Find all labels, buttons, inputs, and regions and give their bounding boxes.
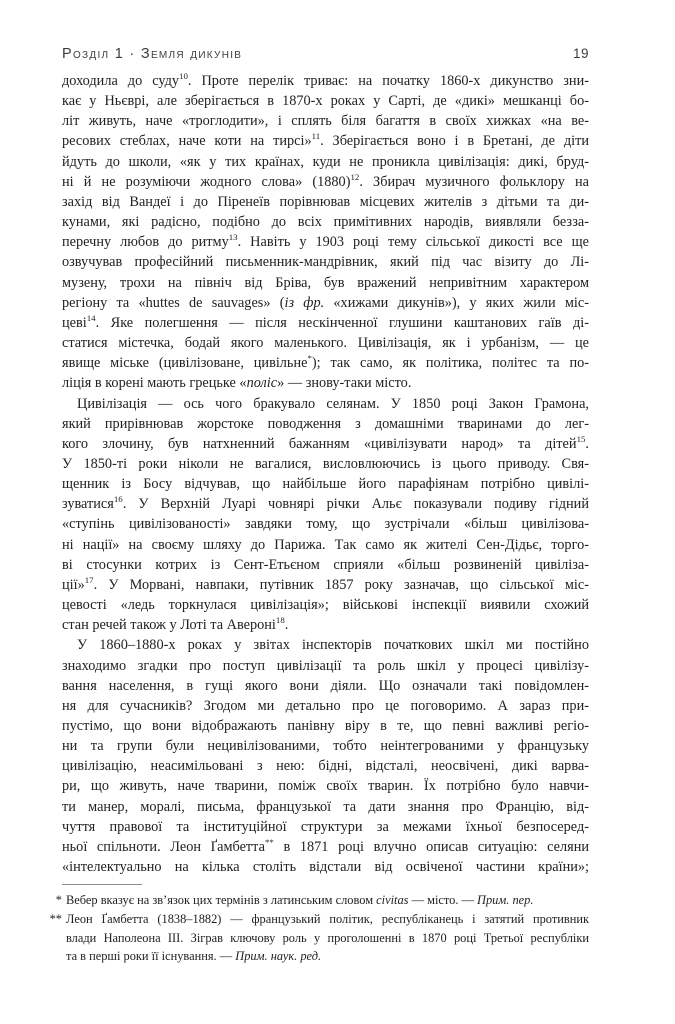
text-line: статися містечка, бодай якого маленького. Цивілізація, як і урбанізм, — це xyxy=(62,335,589,352)
body-text xyxy=(62,71,589,877)
text-line: ри, що живуть, наче тварини, поміж своїх тварин. Їх потрібно було навчи- xyxy=(62,778,589,795)
text-line: ня для сучасників? Згодом ми детально про це поговоримо. А зараз при- xyxy=(62,697,589,714)
footnote-line: Леон Ґамбетта (1838–1882) — французький політик, республіканець і затятий противник xyxy=(66,911,589,926)
text-line: Цивілізація — ось чого бракувало селянам. У 1850 році Закон Грамона, xyxy=(77,395,589,412)
text-line: регіону та «huttes de sauvages» (із фр. «хижами дикунів»), у яких жили міс- xyxy=(62,294,590,311)
paragraph xyxy=(62,394,589,636)
footnote-separator xyxy=(62,884,142,885)
text-line: ві стосунки котрих із Сент-Етьєном сприяли «більш розвиненій цивіліза- xyxy=(62,556,589,573)
text-line: ресових стеблах, наче коти на тирсі»$^{11}$. Зберігається воно і в Бретані, де діти xyxy=(62,131,589,150)
text-line: ньої спільноти. Леон Ґамбетта** в 1871 році влучно описав ситуацію: селяни xyxy=(62,837,589,855)
text-line: музену, трохи на північ від Бріва, був вражений непривітним характером xyxy=(62,274,589,291)
text-line: який прирівнював жорстоке поводження з домашніми тваринами до лег- xyxy=(62,415,589,432)
text-line: зуватися$^{16}$. У Верхній Луарі човнярі річки Альє показували подиву гідний xyxy=(62,494,589,513)
footnote-marker: * xyxy=(55,893,62,907)
text-line: доходила до суду$^{10}$. Проте перелік триває: на початку 1860-х дикунство зни- xyxy=(62,71,589,89)
footnote-line: влади Наполеона III. Зіграв ключову роль у проголошенні в 1870 році Третьої республіки xyxy=(66,930,589,945)
text-line: У 1860–1880-х роках у звітах інспекторів початкових шкіл ми постійно xyxy=(77,637,589,654)
text-line: «ступінь цивілізованості» завдяки тому, що зустрічали «більш цивілізова- xyxy=(62,516,589,533)
text-line: цивілізацію, неасимільовані з нею: бідні, відсталі, неосвічені, дикі варва- xyxy=(62,758,589,775)
text-line: ції»$^{17}$. У Морвані, навпаки, путівник 1857 року зазначав, що сільської міс- xyxy=(62,575,589,593)
text-line: йдуть до школи, «як у тих країнах, куди не проникла цивілізація: дикі, бруд- xyxy=(62,153,589,170)
text-line: ти манер, моралі, письма, французької та дати знання про Францію, від- xyxy=(62,798,589,815)
chapter-title: Розділ 1 · Земля дикунів xyxy=(62,46,243,62)
paragraph xyxy=(62,71,589,394)
footnote-line: та в перші роки її існування. — Прим. наук. ред. xyxy=(66,949,322,964)
text-line: літ живуть, наче «троглодити», і сплять біля багаття в своїх хижках «на ве- xyxy=(62,113,589,130)
text-line: явище міське (цивілізоване, цивільне*); так само, як політика, політес та по- xyxy=(62,353,590,372)
footnote-marker: ** xyxy=(49,911,62,926)
text-line: ні нації» на своєму шляху до Парижа. Так само як жителі Сен-Дідьє, торго- xyxy=(62,536,589,553)
text-line: «інтелектуально на кілька століть відстали від освіченої частини країни»; xyxy=(62,859,589,876)
text-line: знаходимо згадки про поступ цивілізації та роль шкіл у процесі цивілізу- xyxy=(62,657,589,674)
text-line: стан речей також у Лоті та Авероні$^{18}$. xyxy=(62,615,289,634)
paragraph xyxy=(62,635,589,877)
page-number: 19 xyxy=(572,46,589,61)
text-line: вання населення, в гущі якого вони діяли. Що означали такі повідомлен- xyxy=(62,677,589,694)
text-line: кого злочину, був натхненний бажанням «цивілізувати народ» та дітей$^{15}$. xyxy=(62,434,589,452)
text-line: пустімо, що вони відображають панівну віру в те, що певні важливі регіо- xyxy=(62,718,589,734)
text-line: щенник із Босу відчував, що найбільше його парафіянам потрібно цивілі- xyxy=(62,476,589,493)
text-line: У 1850-ті роки ніколи не вагалися, висловлюючись із цього приводу. Свя- xyxy=(62,455,589,472)
text-line: цевості «ледь торкнулася цивілізація»; військові інспекції виявили схожий xyxy=(62,597,589,614)
text-line: ні й не розуміючи жодного слова» $(1880)^{12}$. Збирач музичного фольклору на xyxy=(62,172,589,190)
text-line: ни та групи були нецивілізованими, тобто неінтегрованими у французьку xyxy=(62,738,589,755)
text-line: ліція в корені мають грецьке «поліс» — знову-таки місто. xyxy=(62,375,412,392)
footnote-line: Вебер вказує на зв’язок цих термінів з латинським словом civitas — місто. — Прим. пер. xyxy=(66,893,534,907)
text-line: цеві$^{14}$. Яке полегшення — після нескінченної глушини каштанових гаїв ді- xyxy=(62,313,589,331)
footnote xyxy=(55,891,589,910)
text-line: озвучував професійний письменник-мандрівник, який під час візиту до Лі- xyxy=(62,254,589,271)
footnote xyxy=(49,910,589,966)
text-line: перечну любов до ритму$^{13}$. Навіть у 1903 році тему сільської дикості все ще xyxy=(62,232,589,251)
text-line: чуття правової та інституційної структури за межами їхньої безпосеред- xyxy=(62,818,589,835)
text-line: кунами, які радісно, подібно до всіх примітивних народів, виявляли безза- xyxy=(62,214,589,231)
footnotes xyxy=(49,891,589,966)
text-line: кає у Ньєврі, але зберігається в 1870-х роках у Сарті, де «дикі» мешканці бо- xyxy=(62,93,589,110)
text-line: захід від Вандеї і до Піренеїв порівнював місцевих жителів з дітьми та ди- xyxy=(62,193,589,210)
running-header xyxy=(62,46,589,62)
